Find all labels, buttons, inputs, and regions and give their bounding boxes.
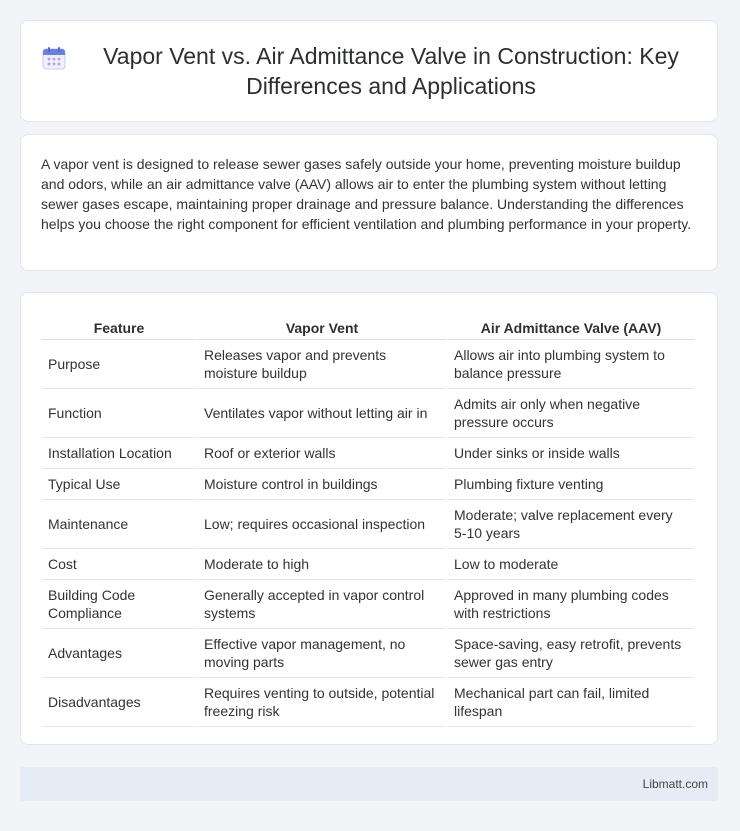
feature-cell: Disadvantages [42, 678, 196, 727]
table-row [42, 438, 694, 469]
aav-cell: Low to moderate [448, 549, 694, 580]
table-row [42, 580, 694, 629]
calendar-icon [41, 45, 67, 71]
vapor-vent-cell: Effective vapor management, no moving parts [198, 629, 446, 678]
feature-cell: Purpose [42, 340, 196, 389]
aav-cell: Approved in many plumbing codes with restrictions [448, 580, 694, 629]
comparison-table [40, 313, 696, 727]
vapor-vent-cell: Low; requires occasional inspection [198, 500, 446, 549]
vapor-vent-cell: Generally accepted in vapor control systems [198, 580, 446, 629]
vapor-vent-cell: Moisture control in buildings [198, 469, 446, 500]
table-card [20, 292, 718, 745]
aav-cell: Space-saving, easy retrofit, prevents sewer gas entry [448, 629, 694, 678]
footer [20, 767, 718, 801]
page-title: Vapor Vent vs. Air Admittance Valve in Construction: Key Differences and Applications [103, 43, 679, 99]
table-row [42, 469, 694, 500]
title-wrap [21, 41, 717, 101]
feature-cell: Typical Use [42, 469, 196, 500]
header-aav: Air Admittance Valve (AAV) [448, 313, 694, 340]
aav-cell: Moderate; valve replacement every 5-10 years [448, 500, 694, 549]
title-card [20, 20, 718, 122]
header-feature: Feature [42, 313, 196, 340]
aav-cell: Under sinks or inside walls [448, 438, 694, 469]
vapor-vent-cell: Releases vapor and prevents moisture buildup [198, 340, 446, 389]
header-vapor-vent: Vapor Vent [198, 313, 446, 340]
feature-cell: Maintenance [42, 500, 196, 549]
table-row [42, 549, 694, 580]
feature-cell: Function [42, 389, 196, 438]
aav-cell: Plumbing fixture venting [448, 469, 694, 500]
table-row [42, 389, 694, 438]
table-row [42, 678, 694, 727]
table-row [42, 340, 694, 389]
vapor-vent-cell: Requires venting to outside, potential freezing risk [198, 678, 446, 727]
aav-cell: Admits air only when negative pressure occurs [448, 389, 694, 438]
table-row [42, 500, 694, 549]
aav-cell: Allows air into plumbing system to balance pressure [448, 340, 694, 389]
feature-cell: Cost [42, 549, 196, 580]
footer-brand[interactable]: Libmatt.com [642, 777, 708, 791]
table-row [42, 629, 694, 678]
table-header-row [42, 313, 694, 340]
feature-cell: Building Code Compliance [42, 580, 196, 629]
intro-card [20, 134, 718, 271]
vapor-vent-cell: Ventilates vapor without letting air in [198, 389, 446, 438]
feature-cell: Installation Location [42, 438, 196, 469]
vapor-vent-cell: Roof or exterior walls [198, 438, 446, 469]
feature-cell: Advantages [42, 629, 196, 678]
intro-text: A vapor vent is designed to release sewer gases safely outside your home, preventing moisture buildup and odors, while an air admittance valve (AAV) allows air to enter the plumbing system without letting sewer gases escape, maintaining proper drainage and pressure balance. Understanding the differences helps you choose the right component for efficient ventilation and plumbing performance in your property. [41, 156, 692, 232]
vapor-vent-cell: Moderate to high [198, 549, 446, 580]
aav-cell: Mechanical part can fail, limited lifespan [448, 678, 694, 727]
